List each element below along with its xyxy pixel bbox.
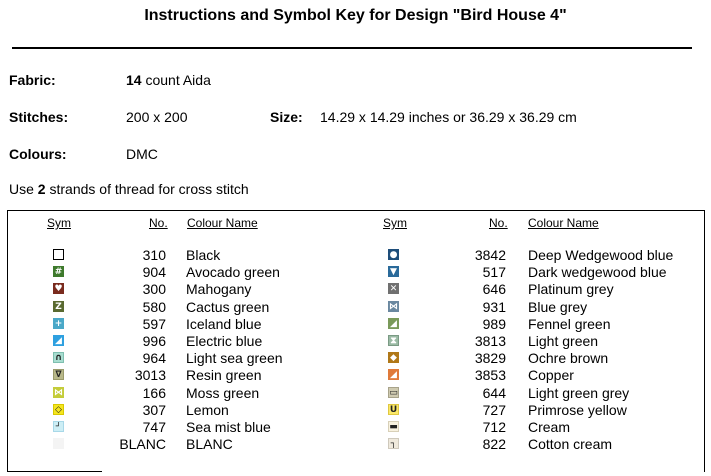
colour-name: Dark wedgewood blue — [528, 264, 667, 281]
strands-pre: Use — [9, 181, 38, 197]
symbol-swatch-icon: + — [54, 318, 63, 329]
stitches-value: 200 x 200 — [126, 109, 188, 125]
colour-number: 989 — [482, 315, 506, 332]
key-row-right — [0, 402, 711, 419]
stitches-label: Stitches: — [9, 109, 69, 125]
symbol-swatch-icon: ┐ — [388, 438, 399, 449]
key-row-right — [0, 350, 711, 367]
colour-number: 904 — [142, 264, 166, 281]
colour-number: BLANC — [119, 436, 166, 453]
header-name-left: Colour Name — [187, 216, 258, 230]
colour-number: 3013 — [134, 367, 166, 384]
symbol-swatch-icon: ∇ — [53, 369, 64, 380]
key-row-right — [0, 264, 711, 281]
page-title: Instructions and Symbol Key for Design "Bird House 4" — [144, 7, 567, 24]
colour-number: 747 — [142, 419, 166, 435]
colour-name: Ochre brown — [528, 350, 609, 367]
colour-name: Blue grey — [528, 298, 588, 315]
symbol-swatch-icon: ⋈ — [389, 301, 398, 312]
symbol-swatch-icon: U — [389, 404, 398, 415]
colour-name: Resin green — [186, 367, 262, 384]
colour-number: 580 — [142, 298, 166, 315]
strands-post: strands of thread for cross stitch — [45, 181, 249, 197]
strands-instruction — [9, 181, 249, 197]
colour-number: 727 — [482, 401, 506, 418]
colour-name: Sea mist blue — [186, 419, 271, 435]
colour-name: Mahogany — [186, 281, 252, 298]
colours-label: Colours: — [9, 146, 67, 162]
colour-name: Cactus green — [186, 298, 270, 315]
header-sym-right: Sym — [383, 216, 407, 230]
colour-name: Light sea green — [186, 350, 283, 367]
symbol-swatch-icon: ◆ — [388, 352, 399, 363]
colour-name: Avocado green — [186, 264, 280, 281]
header-no-left: No. — [149, 216, 168, 230]
colour-number: 310 — [142, 247, 166, 263]
key-row-right — [0, 281, 711, 298]
title-underline — [12, 47, 692, 49]
colour-number: 996 — [142, 333, 166, 349]
colour-number: 712 — [482, 419, 506, 435]
colour-name: Fennel green — [528, 315, 611, 332]
strands-count: 2 — [37, 181, 46, 197]
symbol-swatch-icon: ◇ — [53, 404, 64, 415]
colour-name: Cream — [528, 419, 571, 435]
key-row-right — [0, 367, 711, 384]
colour-number: 3829 — [474, 350, 506, 367]
key-row-right — [0, 436, 711, 453]
fabric-label: Fabric: — [9, 72, 56, 88]
fabric-type: count Aida — [141, 72, 211, 88]
colour-name: Black — [186, 247, 221, 263]
symbol-swatch-icon: ◢ — [53, 335, 64, 346]
colour-name: Deep Wedgewood blue — [528, 247, 674, 263]
symbol-swatch-icon: Z — [53, 301, 64, 312]
key-row-right — [0, 333, 711, 350]
key-row-right — [0, 419, 711, 436]
colour-name: Platinum grey — [528, 281, 614, 298]
symbol-swatch-icon: ⧗ — [388, 335, 399, 346]
colour-name: Copper — [528, 367, 574, 384]
colour-number: 646 — [482, 281, 506, 298]
colour-number: 517 — [482, 264, 506, 281]
colour-name: Electric blue — [186, 333, 263, 349]
colour-number: 3853 — [474, 367, 506, 384]
fabric-count: 14 — [126, 72, 142, 88]
colour-number: 822 — [482, 436, 506, 453]
symbol-swatch-icon: # — [54, 267, 63, 278]
symbol-swatch-icon: ∩ — [54, 353, 63, 364]
footer-line — [7, 471, 102, 472]
colour-name: Light green — [528, 333, 599, 349]
key-row-right — [0, 316, 711, 333]
colour-number: 166 — [142, 384, 166, 401]
symbol-swatch-icon: ♥ — [54, 284, 63, 295]
symbol-swatch-icon: ▭ — [389, 387, 398, 398]
colour-number: 931 — [482, 298, 506, 315]
header-no-right: No. — [489, 216, 508, 230]
colour-number: 300 — [142, 281, 166, 298]
colour-name: Primrose yellow — [528, 401, 627, 418]
size-label: Size: — [270, 109, 303, 125]
colour-number: 3842 — [474, 247, 506, 263]
colour-name: Light green grey — [528, 384, 630, 401]
header-sym-left: Sym — [47, 216, 71, 230]
size-value: 14.29 x 14.29 inches or 36.29 x 36.29 cm — [320, 109, 577, 125]
colour-name: BLANC — [186, 436, 233, 453]
colour-number: 3813 — [474, 333, 506, 349]
symbol-swatch-icon: ◢ — [388, 318, 399, 329]
colours-value: DMC — [126, 146, 158, 162]
symbol-swatch-icon: ◢ — [388, 369, 399, 380]
colour-name: Cotton cream — [528, 436, 613, 453]
key-row-right — [0, 385, 711, 402]
header-name-right: Colour Name — [528, 216, 599, 230]
colour-number: 597 — [142, 315, 166, 332]
symbol-swatch-icon: ● — [389, 250, 398, 260]
colour-number: 964 — [142, 350, 166, 367]
colour-number: 644 — [482, 384, 506, 401]
colour-name: Iceland blue — [186, 315, 262, 332]
key-row-right — [0, 299, 711, 316]
symbol-swatch-icon: ▬ — [389, 422, 398, 432]
key-row-right — [0, 247, 711, 264]
symbol-swatch-icon: ✕ — [389, 284, 398, 295]
symbol-swatch-icon: ⋈ — [54, 387, 63, 398]
colour-number: 307 — [142, 401, 166, 418]
colour-name: Moss green — [186, 384, 260, 401]
symbol-swatch-icon: ▼ — [388, 266, 399, 277]
symbol-swatch-icon: ┘ — [53, 421, 64, 432]
colour-name: Lemon — [186, 401, 229, 418]
fabric-value — [126, 72, 211, 88]
